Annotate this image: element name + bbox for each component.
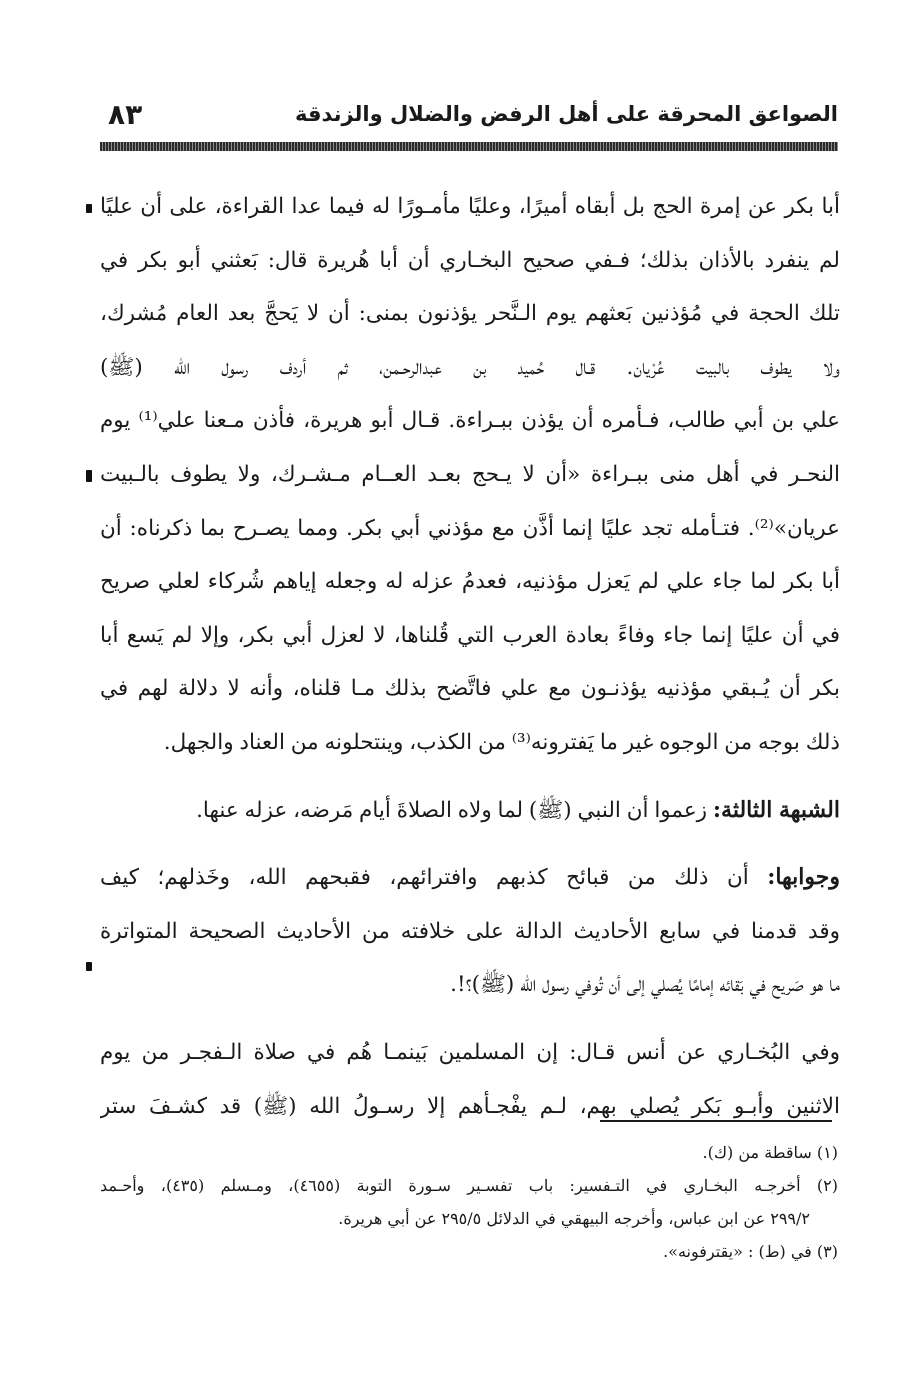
text-line: وفي البُخـاري عن أنس قـال: إن المسلمين بَينمـا هُم في صلاة الـفجـر من يوم: [100, 1039, 840, 1065]
footnote-separator: [600, 1120, 832, 1122]
text-line: النحـر في أهل منى ببـراءة «أن لا يـحج بعـد العــام مـشـرك، ولا يطوف بالـبيت: [100, 461, 840, 487]
text-line: ما هو صَريح في بَقائه إمامًا يُصلي إلى أن تُوفي رسول الله (ﷺ)؟!.: [450, 972, 840, 998]
footnote-1: (١) ساقطة من (ك).: [702, 1143, 838, 1162]
margin-mark: [86, 962, 92, 971]
running-title: الصواعق المحرقة على أهل الرفض والضلال والزندقة: [294, 102, 838, 126]
footnote-3: (٣) في (ط) : «يقترفونه».: [663, 1242, 838, 1261]
text-line: ولا يطوف بالبيت عُرْيان. قـال حُميد بن عبدالرحـمن، ثم أردف رسول الله (ﷺ): [100, 354, 840, 380]
text-line: أبا بكر لما جاء علي لم يَعزل مؤذنيه، فعدمُ عزله له وجعله إياهم شُركاء لعلي صريح: [100, 569, 840, 595]
text-line: في أن عليًا إنما جاء وفاءً بعادة العرب التي قُلناها، لا لعزل أبي بكر، وإلا لم يَسع أبا: [100, 622, 840, 648]
text-line: لم ينفرد بالأذان بذلك؛ فـفي صحيح البخـاري أن أبا هُريرة قال: بَعثني أبو بكر في: [100, 247, 840, 273]
answer-first-line: [100, 851, 840, 905]
margin-mark: [86, 204, 92, 213]
text-line: عريان»⁽²⁾. فتـأمله تجد عليًا إنما أذَّن مع مؤذني أبي بكر. ومما يصـرح بما ذكرناه: أن: [100, 515, 840, 541]
text-line: الاثنين وأبـو بَكر يُصلي بهم، لـم يفْجـأهم إلا رسـولُ الله (ﷺ) قد كشـفَ ستر: [100, 1093, 840, 1119]
footnotes: [100, 1136, 838, 1268]
third-doubt-heading: الشبهة الثالثة:: [712, 796, 840, 823]
answer-text: أن ذلك من قبائح كذبهم وافترائهم، فقبحهم الله، وخَذلهم؛ كيف: [100, 865, 768, 891]
text-line: تلك الحجة في مُؤذنين بَعثهم يوم الـنَّحر يؤذنون بمنى: أن لا يَحجَّ بعد العام مُشرك،: [100, 301, 840, 327]
text-line: ذلك بوجه من الوجوه غير ما يَفترونه⁽³⁾ من الكذب، وينتحلونه من العناد والجهل.: [163, 729, 840, 755]
text-line: أبا بكر عن إمرة الحج بل أبقاه أميرًا، وعليًا مأمـورًا له فيما عدا القراءة، على أن عليًا: [100, 194, 840, 219]
running-header: [108, 94, 838, 134]
third-doubt-paragraph: [100, 784, 840, 838]
footnote-2: (٢) أخرجـه البخـاري في التـفسير: باب تفسـير سـورة التوبة (٤٦٥٥)، ومـسلم (٤٣٥)، وأحـمد: [100, 1176, 838, 1195]
third-doubt-text: زعموا أن النبي (ﷺ) لما ولاه الصلاةَ أيام مَرضه، عزله عنها.: [196, 797, 713, 823]
margin-mark: [86, 470, 92, 482]
main-text: [100, 180, 840, 1133]
answer-heading: وجوابها:: [767, 864, 840, 891]
footnote-2-continued: ٢٩٩/٢ عن ابن عباس، وأخرجه البيهقي في الدلائل ٢٩٥/٥ عن أبي هريرة.: [338, 1209, 810, 1228]
text-line: علي بن أبي طالب، فـأمره أن يؤذن ببـراءة. قـال أبو هريرة، فأذن مـعنا علي⁽¹⁾ يوم: [100, 408, 840, 434]
text-line: وقد قدمنا في سابع الأحاديث الدالة على خلافته من الأحاديث الصحيحة المتواترة: [100, 918, 840, 944]
page-number: ٨٣: [108, 97, 143, 131]
text-line: بكر أن يُـبقي مؤذنيه يؤذنـون مع علي فاتَّضح بذلك مـا قلناه، وأنه لا دلالة لهم في: [100, 676, 840, 702]
header-rule: [100, 142, 838, 151]
